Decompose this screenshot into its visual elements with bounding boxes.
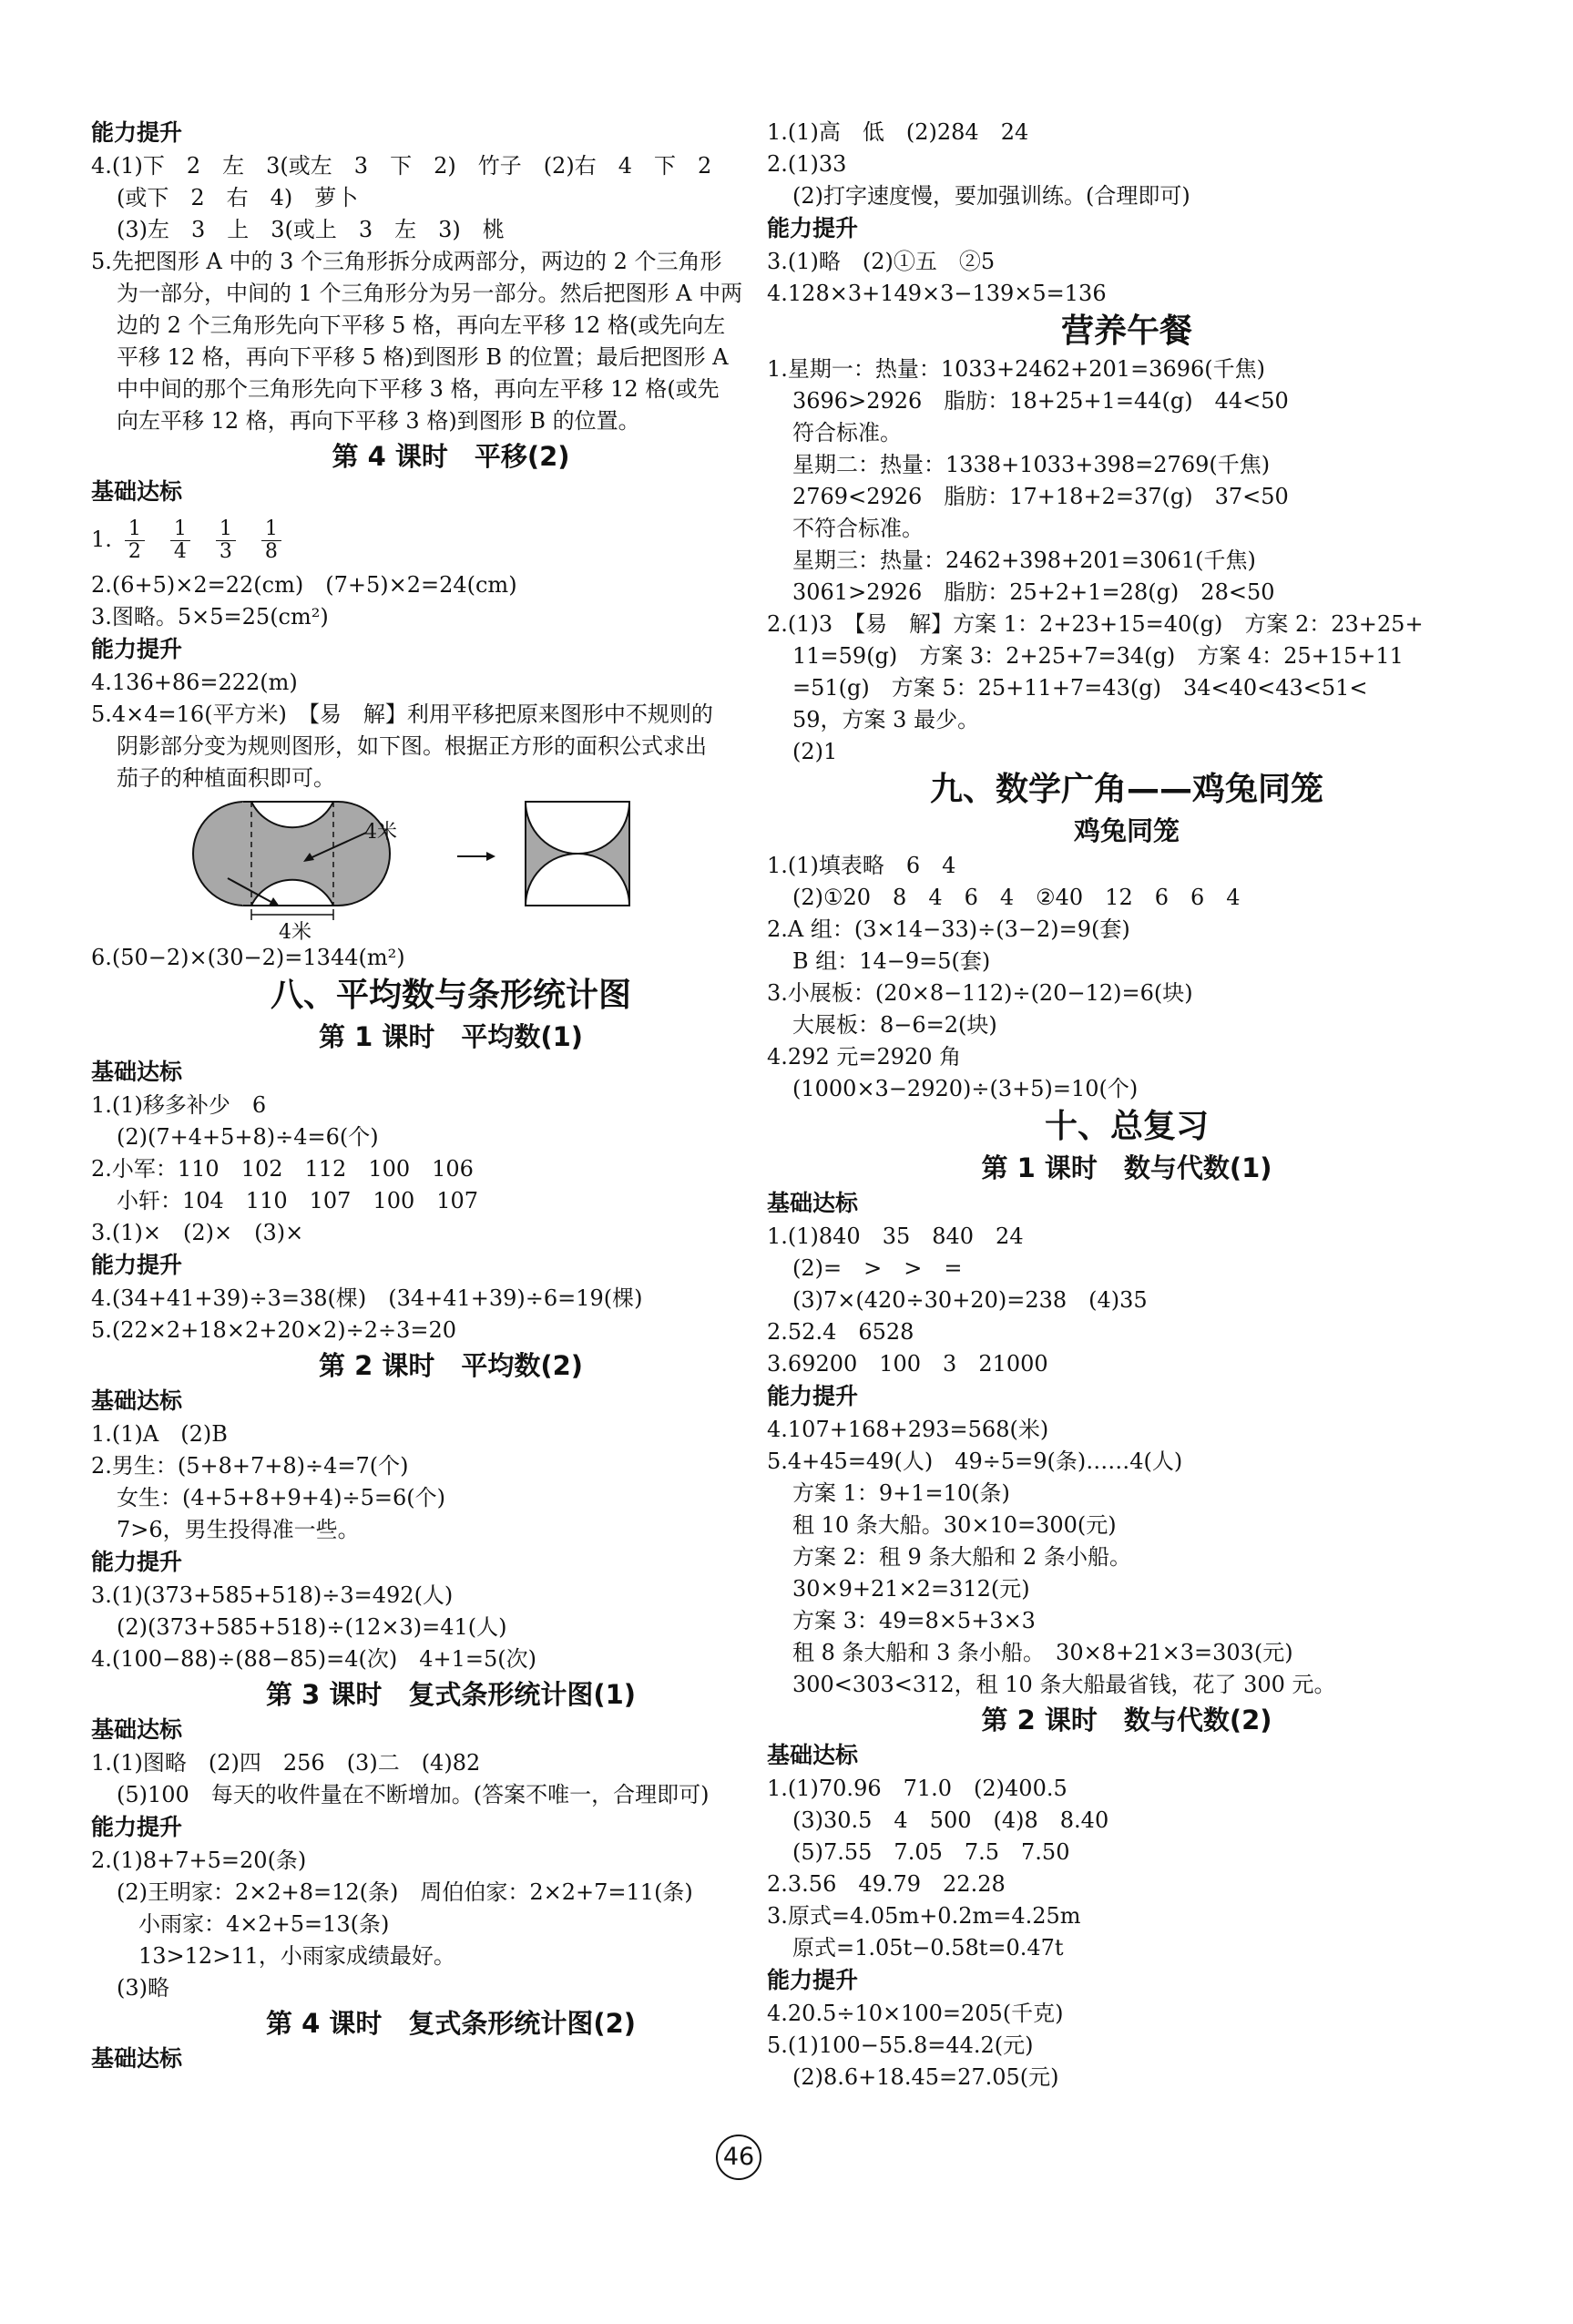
section-heading: 能力提升 [91,1252,183,1278]
answer-line: 2.小军：110 102 112 100 106 [91,1156,474,1182]
answer-line: 原式=1.05t−0.58t=0.47t [792,1935,1064,1961]
section-heading: 能力提升 [767,1967,859,1993]
answer-line: 2.A 组：(3×14−33)÷(3−2)=9(套) [767,916,1130,942]
dimension-label: 4米 [279,921,312,942]
lesson-title: 第 4 课时 平移(2) [332,441,570,472]
answer-line: (2)(373+585+518)÷(12×3)=41(人) [117,1614,507,1640]
answer-line: 3.图略。5×5=25(cm²) [91,604,329,630]
answer-line: B 组：14−9=5(套) [792,948,991,974]
answer-line: 4.128×3+149×3−139×5=136 [767,281,1107,306]
answer-line: 1.星期一：热量：1033+2462+201=3696(千焦) [767,356,1265,382]
answer-line: 向左平移 12 格，再向下平移 3 格)到图形 B 的位置。 [117,408,640,434]
answer-line: 4.(100−88)÷(88−85)=4(次) 4+1=5(次) [91,1646,536,1672]
section-heading: 基础达标 [91,478,183,505]
lesson-title: 鸡兔同笼 [1073,815,1180,846]
section-heading: 能力提升 [767,215,859,241]
section-heading: 能力提升 [91,1814,183,1840]
answer-line: 3.原式=4.05m+0.2m=4.25m [767,1903,1081,1929]
fraction: $\frac{1}{2}$ [125,518,145,563]
chapter-title: 十、总复习 [1044,1108,1209,1145]
answer-line: 3.小展板：(20×8−112)÷(20−12)=6(块) [767,980,1193,1006]
answer-line: 1.(1)高 低 (2)284 24 [767,119,1029,145]
section-heading: 能力提升 [91,1549,183,1575]
answer-line: =51(g) 方案 5：25+11+7=43(g) 34<40<43<51< [792,675,1368,701]
answer-line: 13>12>11，小雨家成绩最好。 [138,1943,455,1969]
answer-line: 6.(50−2)×(30−2)=1344(m²) [91,945,405,970]
answer-line: 300<303<312，租 10 条大船最省钱，花了 300 元。 [792,1672,1336,1697]
lesson-title: 第 2 课时 平均数(2) [318,1350,584,1381]
fraction-answer-line [91,509,811,569]
answer-line: 4.(1)下 2 左 3(或左 3 下 2) 竹子 (2)右 4 下 2 [91,153,712,179]
answer-line: 阴影部分变为规则图形，如下图。根据正方形的面积公式求出 [117,733,707,759]
answer-line: 3.69200 100 3 21000 [767,1351,1048,1377]
answer-line: 符合标准。 [792,420,902,445]
answer-line: 2.男生：(5+8+7+8)÷4=7(个) [91,1453,409,1479]
answer-line: 2.(1)8+7+5=20(条) [91,1848,307,1873]
item-number: 1. [91,527,112,552]
answer-line: 5.(22×2+18×2+20×2)÷2÷3=20 [91,1317,457,1343]
fraction: $\frac{1}{3}$ [216,518,236,563]
answer-line: 为一部分，中间的 1 个三角形分为另一部分。然后把图形 A 中两 [117,281,743,306]
answer-line: (2)王明家：2×2+8=12(条) 周伯伯家：2×2+7=11(条) [117,1879,693,1905]
answer-line: 2.52.4 6528 [767,1319,914,1345]
answer-line: 2.(6+5)×2=22(cm) (7+5)×2=24(cm) [91,572,517,598]
answer-line: (2)(7+4+5+8)÷4=6(个) [117,1124,379,1150]
answer-line: (2)打字速度慢，要加强训练。(合理即可) [792,183,1190,209]
section-heading: 基础达标 [91,1387,183,1414]
page-number: 46 [716,2135,761,2180]
chapter-title: 八、平均数与条形统计图 [270,977,631,1014]
answer-line: 3061>2926 脂肪：25+2+1=28(g) 28<50 [792,579,1275,605]
answer-line: 方案 2：租 9 条大船和 2 条小船。 [792,1544,1131,1570]
fraction: $\frac{1}{4}$ [170,518,190,563]
answer-line: 4.107+168+293=568(米) [767,1417,1049,1442]
answer-line: (2)8.6+18.45=27.05(元) [792,2064,1059,2090]
section-heading: 基础达标 [767,1742,859,1768]
answer-line: 1.(1)A (2)B [91,1421,228,1447]
lesson-title: 第 3 课时 复式条形统计图(1) [265,1679,637,1710]
section-heading: 能力提升 [767,1383,859,1409]
section-heading: 能力提升 [91,119,183,146]
lesson-title: 第 1 课时 数与代数(1) [981,1152,1272,1183]
answer-line: 3.(1)略 (2)①五 ②5 [767,249,996,274]
section-heading: 能力提升 [91,636,183,662]
answer-line: 方案 3：49=8×5+3×3 [792,1608,1036,1633]
translation-figure [91,794,811,942]
answer-line: 租 8 条大船和 3 条小船。 30×8+21×3=303(元) [792,1640,1293,1665]
answer-line: 大展板：8−6=2(块) [792,1012,997,1038]
answer-line: 1.(1)70.96 71.0 (2)400.5 [767,1776,1067,1801]
answer-line: (或下 2 右 4) 萝卜 [117,185,359,210]
answer-line: (2)①20 8 4 6 4 ②40 12 6 6 4 [792,885,1241,910]
answer-line: 4.292 元=2920 角 [767,1044,962,1070]
answer-line: 星期二：热量：1338+1033+398=2769(千焦) [792,452,1271,477]
answer-line: 3.(1)(373+585+518)÷3=492(人) [91,1582,454,1608]
answer-line: 不符合标准。 [792,516,924,541]
answer-line: (3)30.5 4 500 (4)8 8.40 [792,1807,1109,1833]
answer-line: 4.136+86=222(m) [91,670,298,695]
answer-line: 小轩：104 110 107 100 107 [117,1188,479,1213]
answer-line: 2.(1)33 [767,151,847,177]
answer-line: 租 10 条大船。30×10=300(元) [792,1512,1117,1538]
answer-line: 茄子的种植面积即可。 [117,765,335,791]
answer-line: 5.(1)100−55.8=44.2(元) [767,2032,1034,2058]
lesson-title: 第 1 课时 平均数(1) [318,1021,584,1052]
lesson-title: 第 4 课时 复式条形统计图(2) [265,2008,637,2039]
right-column [767,117,1486,2094]
chapter-title: 营养午餐 [1060,312,1192,350]
answer-line: 4.20.5÷10×100=205(千克) [767,2001,1064,2026]
section-heading: 基础达标 [767,1190,859,1216]
answer-line: (1000×3−2920)÷(3+5)=10(个) [792,1076,1139,1101]
answer-line: (3)左 3 上 3(或上 3 左 3) 桃 [117,217,505,242]
answer-line: 11=59(g) 方案 3：2+25+7=34(g) 方案 4：25+15+11 [792,643,1404,669]
answer-line: 小雨家：4×2+5=13(条) [138,1911,390,1937]
answer-line: 平移 12 格，再向下平移 5 格)到图形 B 的位置；最后把图形 A [117,344,729,370]
dimension-label: 4米 [364,821,397,844]
answer-line: 边的 2 个三角形先向下平移 5 格，再向左平移 12 格(或先向左 [117,312,726,338]
answer-line: 中中间的那个三角形先向下平移 3 格，再向左平移 12 格(或先 [117,376,720,402]
answer-line: (2)= > > = [792,1255,963,1281]
answer-line: 3.(1)× (2)× (3)× [91,1220,304,1245]
answer-line: (3)7×(420÷30+20)=238 (4)35 [792,1287,1148,1313]
answer-line: 1.(1)840 35 840 24 [767,1223,1024,1249]
shape-diagram [91,794,638,942]
answer-line: (3)略 [117,1975,169,2001]
answer-line: 1.(1)移多补少 6 [91,1092,267,1118]
answer-line: 2769<2926 脂肪：17+18+2=37(g) 37<50 [792,484,1289,509]
answer-line: (5)100 每天的收件量在不断增加。(答案不唯一，合理即可) [117,1782,710,1807]
left-column [91,117,811,2076]
answer-line: 2.(1)3 【易 解】方案 1：2+23+15=40(g) 方案 2：23+25+ [767,611,1424,637]
section-heading: 基础达标 [91,1716,183,1743]
answer-line: 2.3.56 49.79 22.28 [767,1871,1006,1897]
chapter-title: 九、数学广角——鸡兔同笼 [929,771,1323,808]
answer-line: 5.先把图形 A 中的 3 个三角形拆分成两部分，两边的 2 个三角形 [91,249,722,274]
answer-line: (2)1 [792,739,838,764]
section-heading: 基础达标 [91,1059,183,1085]
lesson-title: 第 2 课时 数与代数(2) [981,1705,1272,1735]
answer-line: 星期三：热量：2462+398+201=3061(千焦) [792,548,1256,573]
answer-line: 1.(1)图略 (2)四 256 (3)二 (4)82 [91,1750,481,1776]
answer-line: 1.(1)填表略 6 4 [767,853,956,878]
answer-line: 5.4+45=49(人) 49÷5=9(条)……4(人) [767,1449,1183,1474]
answer-line: 30×9+21×2=312(元) [792,1576,1030,1602]
answer-line: 5.4×4=16(平方米) 【易 解】利用平移把原来图形中不规则的 [91,701,713,727]
section-heading: 基础达标 [91,2045,183,2072]
answer-line: 4.(34+41+39)÷3=38(棵) (34+41+39)÷6=19(棵) [91,1285,643,1311]
fraction: $\frac{1}{8}$ [261,518,281,563]
answer-line: (5)7.55 7.05 7.5 7.50 [792,1839,1070,1865]
answer-line: 7>6，男生投得准一些。 [117,1517,360,1542]
answer-line: 女生：(4+5+8+9+4)÷5=6(个) [117,1485,445,1510]
answer-line: 3696>2926 脂肪：18+25+1=44(g) 44<50 [792,388,1289,414]
answer-line: 59，方案 3 最少。 [792,707,980,732]
answer-line: 方案 1：9+1=10(条) [792,1480,1010,1506]
